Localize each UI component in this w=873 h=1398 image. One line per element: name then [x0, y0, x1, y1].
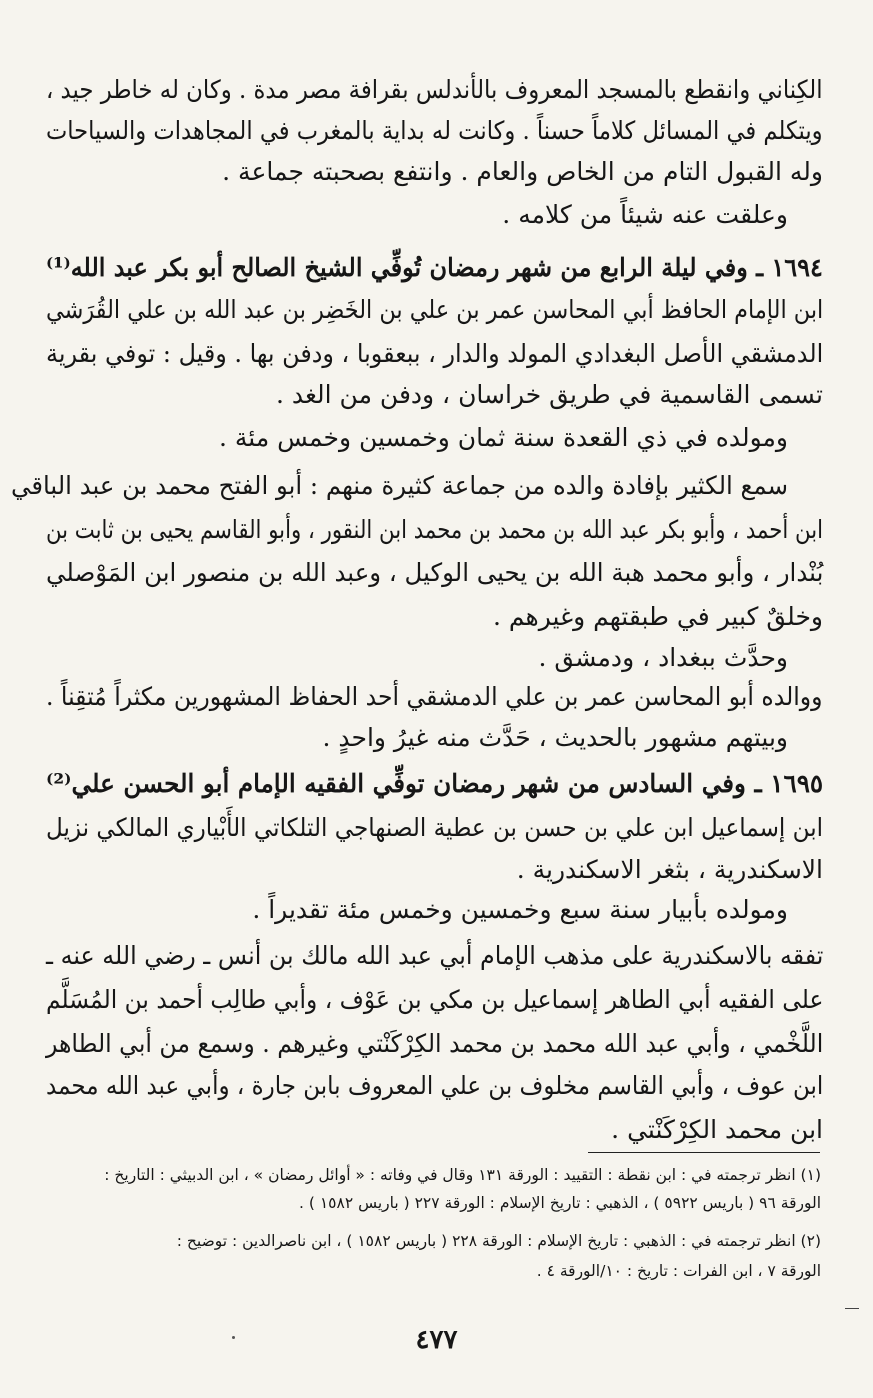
body-line: سمع الكثير بإفادة والده من جماعة كثيرة منهم : أبو الفتح محمد بن عبد الباقي [10, 471, 788, 500]
entry-1695-heading: ١٦٩٥ ـ وفي السادس من شهر رمضان توفِّي الفقيه الإمام أبو الحسن علي⁽²⁾ [45, 769, 823, 798]
body-line: الدمشقي الأصل البغدادي المولد والدار ، ببعقوبا ، ودفن بها . وقيل : توفي بقرية [45, 339, 823, 368]
body-line: ابن إسماعيل ابن علي بن حسن بن عطية الصنهاجي التلكاتي الأَبْياري المالكي نزيل [45, 813, 823, 842]
body-line: بُنْدار ، وأبو محمد هبة الله بن يحيى الوكيل ، وعبد الله بن منصور ابن المَوْصلي [45, 558, 823, 587]
footnote-line: الورقة ٩٦ ( باريس ٥٩٢٢ ) ، الذهبي : تاريخ الإسلام : الورقة ٢٢٧ ( باريس ١٥٨٢ ) . [299, 1194, 821, 1212]
body-line: تفقه بالاسكندرية على مذهب الإمام أبي عبد الله مالك بن أنس ـ رضي الله عنه ـ [45, 941, 823, 970]
body-line: على الفقيه أبي الطاهر إسماعيل بن مكي بن عَوْف ، وأبي طالِب أحمد بن المُسَلَّم [45, 985, 823, 1014]
body-line: وعلقت عنه شيئاً من كلامه . [502, 200, 788, 229]
entry-1694-heading: ١٦٩٤ ـ وفي ليلة الرابع من شهر رمضان تُوفِّي الشيخ الصالح أبو بكر عبد الله⁽¹⁾ [46, 253, 823, 282]
margin-tick [845, 1308, 859, 1309]
margin-speck [232, 1336, 235, 1339]
body-line: ويتكلم في المسائل كلاماً حسناً . وكانت له بداية بالمغرب في المجاهدات والسياحات [46, 116, 823, 145]
body-line: ابن محمد الكِرْكَنْتي . [611, 1115, 823, 1144]
page-number: ٤٧٧ [415, 1325, 458, 1355]
body-line: وحدَّث ببغداد ، ودمشق . [538, 643, 788, 672]
body-line: ومولده بأبيار سنة سبع وخمسين وخمس مئة تقديراً . [252, 895, 788, 924]
body-line: ابن الإمام الحافظ أبي المحاسن عمر بن علي بن الخَضِر بن عبد الله بن علي القُرَشي [45, 295, 823, 324]
body-line: ومولده في ذي القعدة سنة ثمان وخمسين وخمس مئة . [219, 423, 788, 452]
body-line: وخلقٌ كبير في طبقتهم وغيرهم . [492, 602, 823, 631]
footnote-line: الورقة ٧ ، ابن الفرات : تاريخ : ١٠/الورقة ٤ . [536, 1262, 821, 1280]
body-line: ابن أحمد ، وأبو بكر عبد الله بن محمد بن محمد ابن النقور ، وأبو القاسم يحيى بن ثابت بن [45, 515, 823, 544]
footnote-line: (٢) انظر ترجمته في : الذهبي : تاريخ الإسلام : الورقة ٢٢٨ ( باريس ١٥٨٢ ) ، ابن ناصرالدين : توضيح : [176, 1232, 821, 1250]
body-line: ووالده أبو المحاسن عمر بن علي الدمشقي أحد الحفاظ المشهورين مكثراً مُتقِناً . [46, 682, 823, 711]
body-line: ابن عوف ، وأبي القاسم مخلوف بن علي المعروف بابن جارة ، وأبي عبد الله محمد [45, 1071, 823, 1100]
body-line: الكِناني وانقطع بالمسجد المعروف بالأندلس بقرافة مصر مدة . وكان له خاطر جيد ، [46, 75, 823, 104]
body-line: اللَّخْمي ، وأبي عبد الله محمد بن محمد الكِرْكَنْتي وغيرهم . وسمع من أبي الطاهر [45, 1029, 823, 1058]
body-line: وله القبول التام من الخاص والعام . وانتفع بصحبته جماعة . [222, 157, 823, 186]
body-line: تسمى القاسمية في طريق خراسان ، ودفن من الغد . [275, 380, 823, 409]
footnote-separator [588, 1152, 820, 1153]
footnote-line: (١) انظر ترجمته في : ابن نقطة : التقييد : الورقة ١٣١ وقال في وفاته : « أوائل رمضان » ، ابن الدبيثي : التاريخ : [104, 1166, 821, 1184]
body-line: الاسكندرية ، بثغر الاسكندرية . [516, 855, 823, 884]
body-line: وبيتهم مشهور بالحديث ، حَدَّث منه غيرُ واحدٍ . [322, 723, 788, 752]
